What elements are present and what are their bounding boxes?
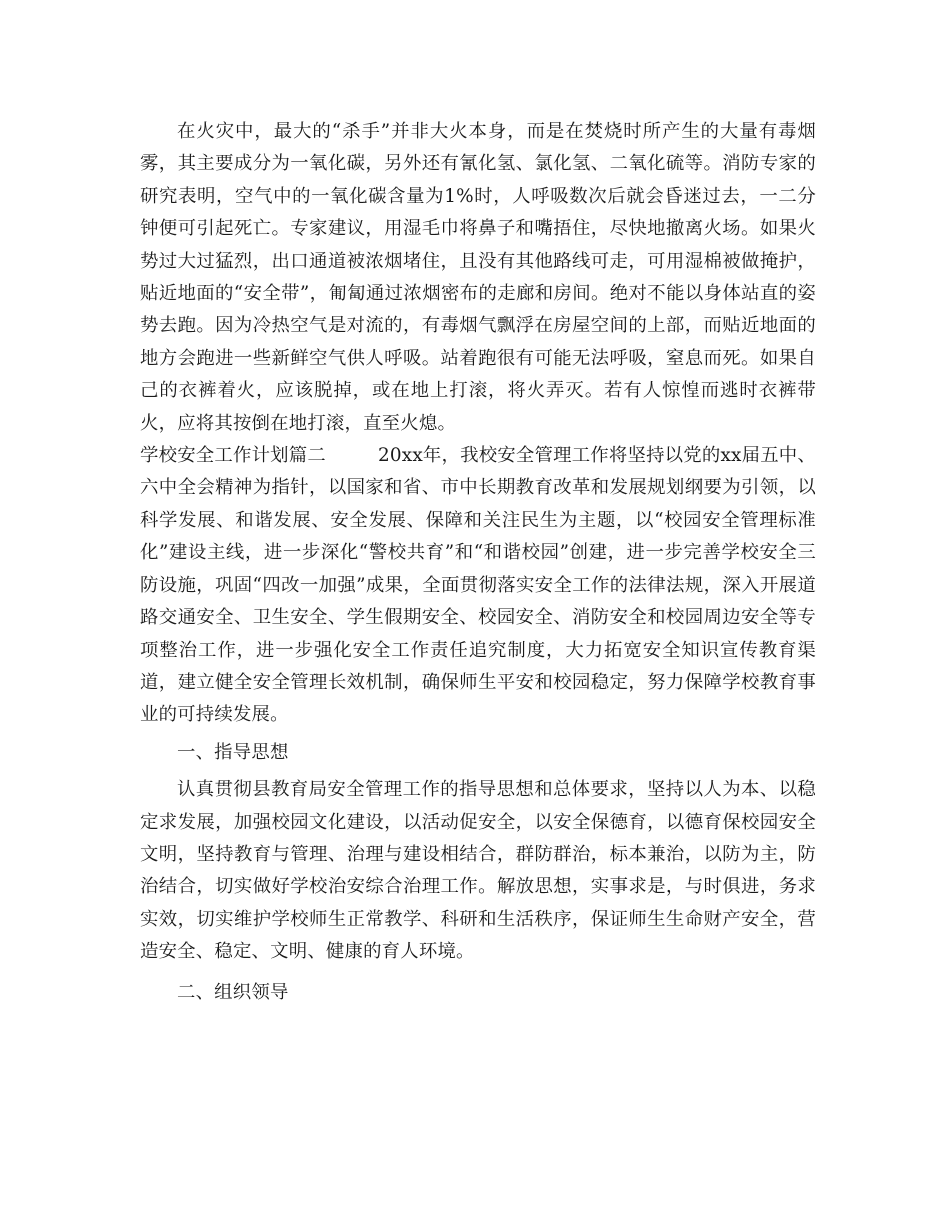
- plan-intro-text: 20xx年，我校安全管理工作将坚持以党的xx届五中、六中全会精神为指针，以国家和省、市中长期教育改革和发展规划纲要为引领，以科学发展、和谐发展、安全发展、保障和关注民生为主题，以“校园安全管理标准化”建设主线，进一步深化“警校共育”和“和谐校园”创建，进一步完善学校安全三防设施，巩固“四改一加强”成果，全面贯彻落实安全工作的法律法规，深入开展道路交通安全、卫生安全、学生假期安全、校园安全、消防安全和校园周边安全等专项整治工作，进一步强化安全工作责任追究制度，大力拓宽安全知识宣传教育渠道，建立健全安全管理长效机制，确保师生平安和校园稳定，努力保障学校教育事业的可持续发展。: [140, 445, 816, 726]
- paragraph-plan-intro: [140, 440, 816, 732]
- paragraph-fire-escape: 在火灾中，最大的“杀手”并非大火本身，而是在焚烧时所产生的大量有毒烟雾，其主要成分为一氧化碳，另外还有氰化氢、氯化氢、二氧化硫等。消防专家的研究表明，空气中的一氧化碳含量为1%时，人呼吸数次后就会昏迷过去，一二分钟便可引起死亡。专家建议，用湿毛巾将鼻子和嘴捂住，尽快地撤离火场。如果火势过大过猛烈，出口通道被浓烟堵住，且没有其他路线可走，可用湿棉被做掩护，贴近地面的“安全带”，匍匐通过浓烟密布的走廊和房间。绝对不能以身体站直的姿势去跑。因为冷热空气是对流的，有毒烟气飘浮在房屋空间的上部，而贴近地面的地方会跑进一些新鲜空气供人呼吸。站着跑很有可能无法呼吸，窒息而死。如果自己的衣裤着火，应该脱掉，或在地上打滚，将火弄灭。若有人惊惶而逃时衣裤带火，应将其按倒在地打滚，直至火熄。: [140, 121, 816, 434]
- document-body: [140, 116, 816, 1014]
- heading-organization-leadership: 二、组织领导: [177, 981, 289, 1003]
- heading-guiding-thought: 一、指导思想: [177, 741, 289, 763]
- plan-section-title: 学校安全工作计划篇二: [140, 445, 326, 467]
- paragraph-guiding-thought: 认真贯彻县教育局安全管理工作的指导思想和总体要求，坚持以人为本、以稳定求发展，加强校园文化建设，以活动促安全，以安全保德育，以德育保校园安全文明，坚持教育与管理、治理与建设相结合，群防群治，标本兼治，以防为主，防治结合，切实做好学校治安综合治理工作。解放思想，实事求是，与时俱进，务求实效，切实维护学校师生正常教学、科研和生活秩序，保证师生生命财产安全，营造安全、稳定、文明、健康的育人环境。: [140, 779, 816, 963]
